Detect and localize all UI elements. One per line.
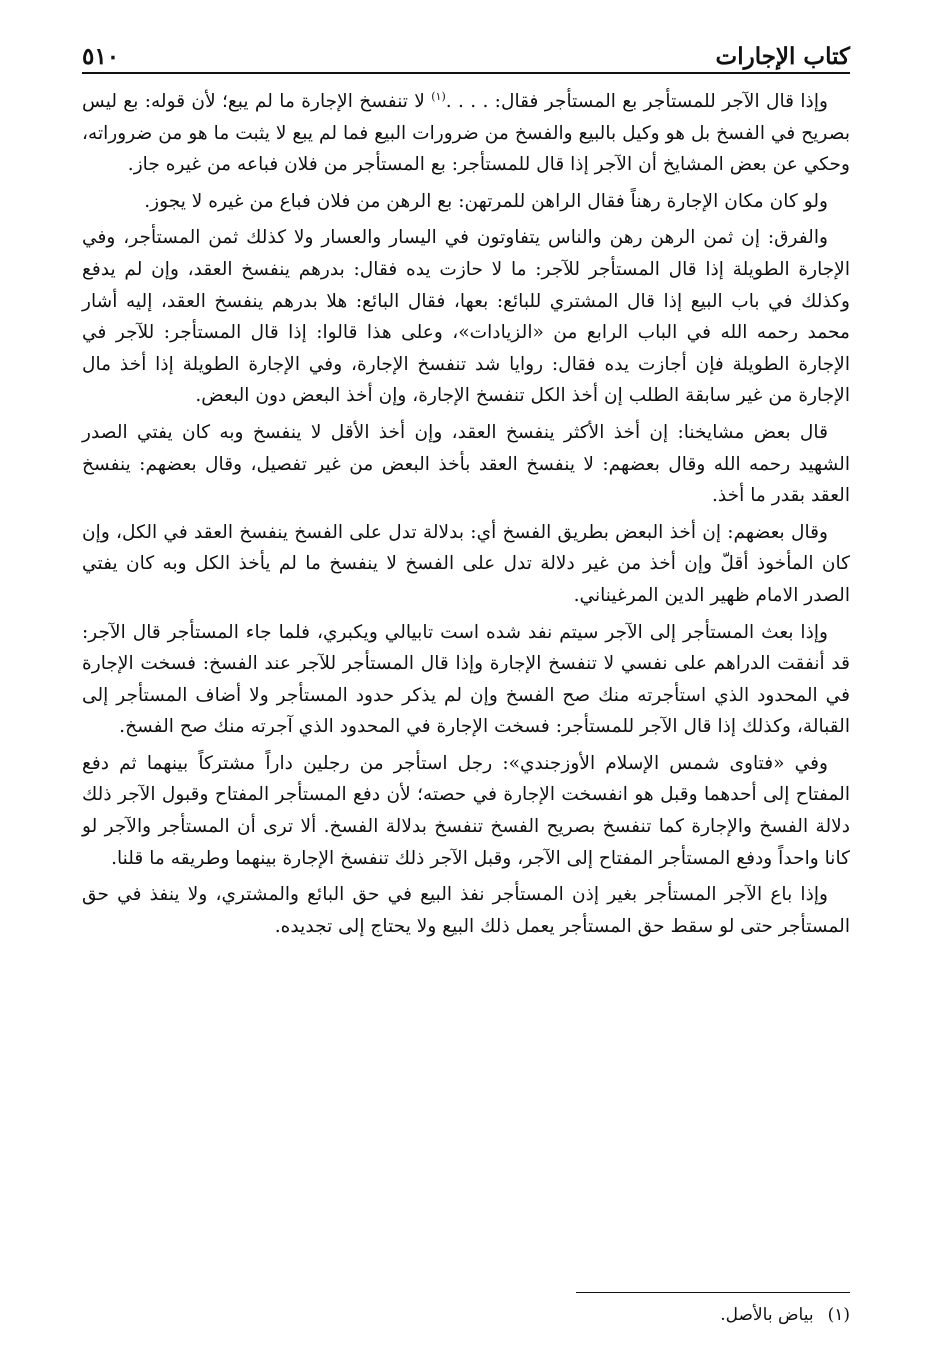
paragraph: وفي «فتاوى شمس الإسلام الأوزجندي»: رجل استأجر من رجلين داراً مشتركاً بينهما ثم دفع المفتاح إلى أحدهما وقبل هو انفسخت الإجارة في حصته؛ لأن دفع المستأجر المفتاح وقبول الآجر ذلك دلالة الفسخ والإجارة كما تنفسخ بصريح الفسخ تنفسخ بدلالة الفسخ. ألا ترى أن المستأجر والآجر لو كانا واحداً ودفع المستأجر المفتاح إلى الآجر، وقبل الآجر ذلك تنفسخ الإجارة بينهما وطريقه ما قلنا. [82, 752, 850, 869]
header-rule [82, 72, 850, 74]
paragraph-text: لا تنفسخ الإجارة ما لم يبع؛ لأن قوله: بع ليس بصريح في الفسخ بل هو وكيل بالبيع والفسخ من ضرورات البيع فما لم يبع لا يثبت ما هو من ضروراته، وحكي عن بعض المشايخ أن الآجر إذا قال للمستأجر: بع المستأجر من فلان فباعه من غيره جاز. [82, 91, 850, 176]
paragraph: قال بعض مشايخنا: إن أخذ الأكثر ينفسخ العقد، وإن أخذ الأقل لا ينفسخ وبه كان يفتي الصدر الشهيد رحمه الله وقال بعضهم: لا ينفسخ العقد بأخذ البعض من غير تفصيل، وقال بعضهم: ينفسخ العقد بقدر ما أخذ. [82, 421, 850, 507]
paragraph: والفرق: إن ثمن الرهن رهن والناس يتفاوتون في اليسار والعسار ولا كذلك ثمن المستأجر، وفي الإجارة الطويلة إذا قال المستأجر للآجر: ما لا حازت يده فقال: بدرهم ينفسخ العقد، وإن لم يدفع وكذلك في باب البيع إذا قال المشتري للبائع: بعها، فقال البائع: هلا بدرهم ينفسخ العقد، إليه أشار محمد رحمه الله في الباب الرابع من «الزيادات»، وعلى هذا قالوا: إذا قال المستأجر: للآجر في الإجارة الطويلة فإن أجازت يده فقال: روايا شد تنفسخ الإجارة، وفي الإجارة الطويلة إذا أخذ مال الإجارة من غير سابقة الطلب إن أخذ الكل تنفسخ الإجارة، وإن أخذ البعض دون البعض. [82, 227, 850, 407]
paragraph: وإذا باع الآجر المستأجر بغير إذن المستأجر نفذ البيع في حق البائع والمشتري، ولا ينفذ في حق المستأجر حتى لو سقط حق المستأجر يعمل ذلك البيع ولا يحتاج إلى تجديده. [82, 884, 850, 937]
footnote-number: (١) [827, 1305, 850, 1325]
paragraph [82, 86, 850, 181]
paragraph: ولو كان مكان الإجارة رهناً فقال الراهن للمرتهن: بع الرهن من فلان فباع من غيره لا يجوز. [144, 190, 828, 212]
paragraph: وإذا بعث المستأجر إلى الآجر سيتم نفد شده است تابيالي ويكبري، فلما جاء المستأجر قال الآجر: قد أنفقت الدراهم على نفسي لا تنفسخ الإجارة وإذا قال المستأجر للآجر عند الفسخ: فسخت الإجارة في المحدود الذي استأجرته منك صح الفسخ وإن لم يذكر حدود المستأجر ولا أضاف المستأجر إلى القبالة، وكذلك إذا قال الآجر للمستأجر: فسخت الإجارة في المحدود الذي آجرته منك صح الفسخ. [82, 621, 850, 738]
page-number: ٥١٠ [82, 43, 120, 70]
footnote-rule [576, 1292, 850, 1293]
footnote [82, 1302, 850, 1328]
footnote-text: بياض بالأصل. [720, 1305, 814, 1325]
running-title: كتاب الإجارات [715, 43, 850, 70]
paragraph: وقال بعضهم: إن أخذ البعض بطريق الفسخ أي: بدلالة تدل على الفسخ ينفسخ العقد في الكل، وإن كان المأخوذ أقلّ وإن أخذ من غير دلالة تدل على الفسخ لا ينفسخ ما لم يأخذ الكل وبه كان يفتي الصدر الامام ظهير الدين المرغيناني. [82, 521, 850, 606]
footnote-marker: (١) [431, 89, 446, 103]
body-text [82, 86, 850, 947]
page-header [82, 30, 850, 70]
paragraph-text: وإذا قال الآجر للمستأجر بع المستأجر فقال: . . . . [445, 91, 828, 112]
